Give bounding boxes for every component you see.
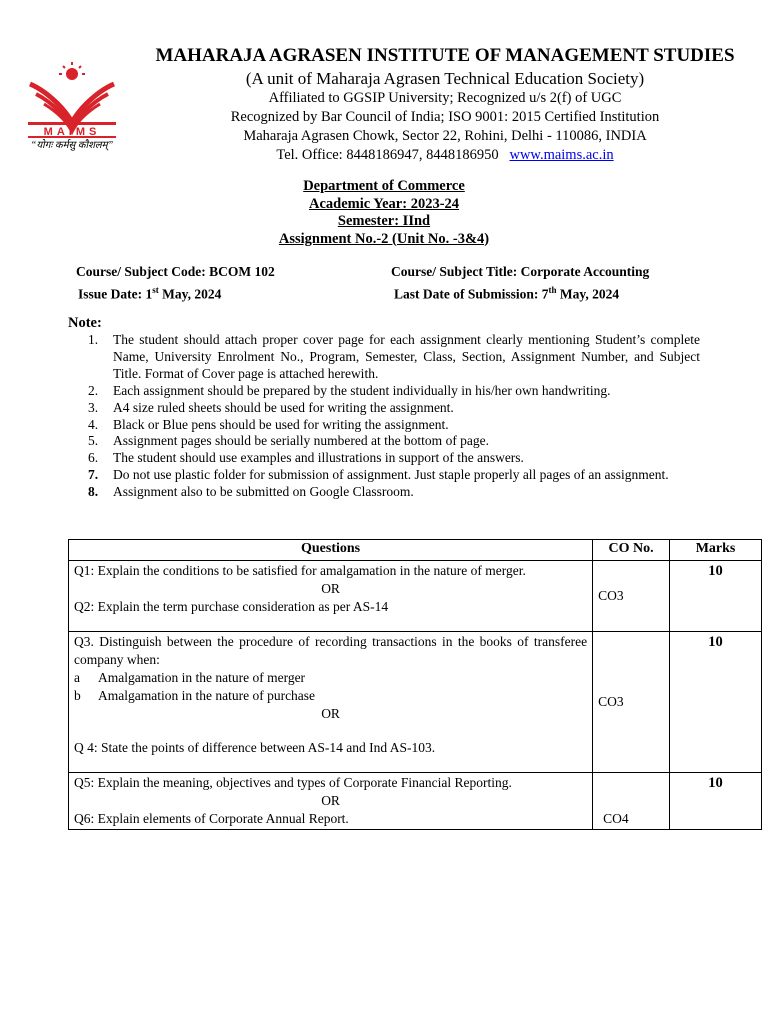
question-cell bbox=[69, 773, 593, 830]
marks-cell: 10 bbox=[670, 773, 762, 830]
question-cell bbox=[69, 632, 593, 773]
question-text: Q6: Explain elements of Corporate Annual Report. bbox=[74, 811, 349, 826]
course-code: Course/ Subject Code: BCOM 102 bbox=[76, 264, 275, 279]
institute-address: Maharaja Agrasen Chowk, Sector 22, Rohini, Delhi - 110086, INDIA bbox=[243, 128, 647, 144]
question-cell bbox=[69, 561, 593, 632]
sub-question: a Amalgamation in the nature of merger bbox=[74, 670, 306, 685]
table-row bbox=[69, 773, 762, 830]
academic-year: Academic Year: 2023-24 bbox=[308, 195, 460, 212]
department-name: Department of Commerce bbox=[303, 178, 465, 194]
institute-phone: Tel. Office: 8448186947, 8448186950 bbox=[276, 147, 499, 163]
note-label: Note: bbox=[68, 315, 102, 331]
note-item: 2. Each assignment should be prepared by the student individually in his/her own handwriting. bbox=[88, 382, 611, 398]
note-item: 5. Assignment pages should be serially numbered at the bottom of page. bbox=[88, 433, 490, 449]
semester: Semester: IInd bbox=[337, 213, 431, 229]
question-text: Q3. Distinguish between the procedure of recording transactions in the books of transferee company when: bbox=[74, 634, 588, 667]
note-item: 6. The student should use examples and illustrations in support of the answers. bbox=[88, 450, 524, 466]
or-separator: OR bbox=[321, 706, 340, 721]
header-co-no: CO No. bbox=[593, 540, 670, 561]
header-marks: Marks bbox=[670, 540, 762, 561]
institute-affiliation: Affiliated to GGSIP University; Recognized u/s 2(f) of UGC bbox=[268, 90, 622, 106]
question-text: Q1: Explain the conditions to be satisfied for amalgamation in the nature of merger. bbox=[74, 563, 526, 578]
or-separator: OR bbox=[321, 581, 340, 596]
or-separator: OR bbox=[321, 793, 340, 808]
institute-header bbox=[140, 44, 750, 165]
note-item: 8. Assignment also to be submitted on Google Classroom. bbox=[88, 484, 414, 500]
table-header-row bbox=[69, 540, 762, 561]
logo-text: MAIMS bbox=[43, 126, 101, 138]
table-row bbox=[69, 632, 762, 773]
question-text: Q2: Explain the term purchase consideration as per AS-14 bbox=[74, 599, 389, 614]
question-text: Q5: Explain the meaning, objectives and types of Corporate Financial Reporting. bbox=[74, 775, 512, 790]
note-item: 3. A4 size ruled sheets should be used for writing the assignment. bbox=[88, 399, 454, 415]
note-item: 1. The student should attach proper cover page for each assignment clearly mentioning Student’s complete Name, University Enrolment No., Program, Semester, Class, Section, Assignment Number, and Subject Title. Format of Cover page is attached herewith. bbox=[88, 332, 700, 381]
co-cell: CO4 bbox=[593, 773, 670, 830]
question-text: Q 4: State the points of difference between AS-14 and Ind AS-103. bbox=[74, 740, 436, 755]
website-link[interactable]: www.maims.ac.in bbox=[509, 147, 614, 163]
note-list bbox=[68, 332, 700, 501]
issue-date: Issue Date: 1st May, 2024 bbox=[78, 285, 222, 302]
co-cell: CO3 bbox=[593, 632, 670, 773]
header-questions: Questions bbox=[69, 540, 593, 561]
note-item: 7. Do not use plastic folder for submission of assignment. Just staple properly all pages of an assignment. bbox=[88, 467, 669, 483]
institute-unit: (A unit of Maharaja Agrasen Technical Education Society) bbox=[245, 69, 645, 88]
course-title: Course/ Subject Title: Corporate Accounting bbox=[391, 264, 650, 279]
logo-tagline: “योगः कर्मसु कौशलम्” bbox=[30, 140, 114, 151]
institute-contact bbox=[140, 146, 750, 165]
co-cell: CO3 bbox=[593, 561, 670, 632]
sub-question: b Amalgamation in the nature of purchase bbox=[74, 688, 316, 703]
assignment-number: Assignment No.-2 (Unit No. -3&4) bbox=[278, 230, 490, 247]
last-submission-date: Last Date of Submission: 7th May, 2024 bbox=[394, 285, 620, 302]
institute-name: MAHARAJA AGRASEN INSTITUTE OF MANAGEMENT STUDIES bbox=[155, 45, 735, 66]
note-item: 4. Black or Blue pens should be used for writing the assignment. bbox=[88, 416, 449, 432]
department-block bbox=[0, 178, 768, 248]
marks-cell: 10 bbox=[670, 632, 762, 773]
table-row bbox=[69, 561, 762, 632]
questions-table bbox=[68, 539, 762, 830]
marks-cell: 10 bbox=[670, 561, 762, 632]
institute-recognition: Recognized by Bar Council of India; ISO 9001: 2015 Certified Institution bbox=[230, 109, 660, 125]
